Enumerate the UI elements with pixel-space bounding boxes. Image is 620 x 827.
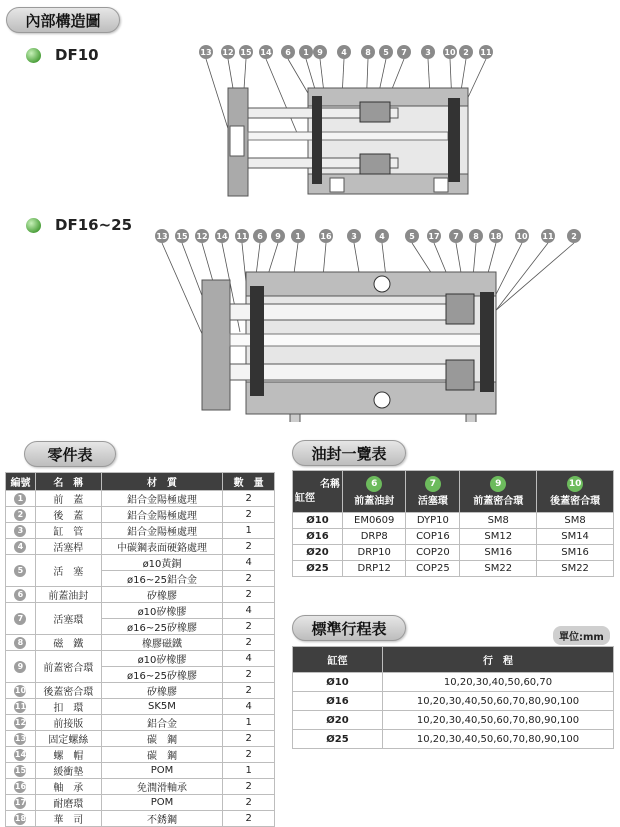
stroke-bore: Ø10 [293, 673, 383, 692]
header-qty: 數 量 [223, 473, 275, 491]
seal-bore: Ø16 [293, 529, 343, 545]
seal-table [292, 470, 614, 577]
seal-col-6 [343, 471, 406, 513]
callout-number: 12 [222, 48, 234, 57]
parts-row [6, 491, 275, 507]
green-bullet-icon [26, 218, 41, 233]
part-number-badge: 18 [14, 813, 27, 823]
part-number [6, 603, 36, 635]
part-number [6, 683, 36, 699]
part-material: 碳 鋼 [101, 747, 223, 763]
part-material: ø10黃銅 [101, 555, 223, 571]
part-number [6, 747, 36, 763]
callout-number: 17 [428, 232, 440, 241]
stroke-row [293, 673, 614, 692]
model-df10 [26, 46, 99, 64]
seal-row [293, 545, 614, 561]
seal-col-number: 10 [567, 476, 583, 492]
part-material: POM [101, 763, 223, 779]
callout-number: 15 [240, 48, 252, 57]
part-qty: 4 [223, 555, 275, 571]
part-name: 前蓋密合環 [35, 651, 101, 683]
seal-table-title: 油封一覽表 [292, 440, 406, 466]
callout-line [206, 59, 230, 135]
callout-number: 1 [303, 48, 309, 57]
part-name: 前 蓋 [35, 491, 101, 507]
df16-25-structure-diagram [150, 222, 590, 422]
part-material: 鋁合金陽極處理 [101, 491, 223, 507]
callout-number: 7 [401, 48, 407, 57]
part-name: 固定螺絲 [35, 731, 101, 747]
model-df16-25-label: DF16~25 [55, 216, 133, 234]
seal-col-name: 前蓋油封 [354, 496, 395, 507]
part-material: POM [101, 795, 223, 811]
part-qty: 2 [223, 587, 275, 603]
part-name: 活塞桿 [35, 539, 101, 555]
callout-number: 5 [383, 48, 389, 57]
seal-bore: Ø10 [293, 513, 343, 529]
seal-col-number: 9 [490, 476, 506, 492]
callout-number: 13 [156, 232, 168, 241]
seal-cell: SM8 [460, 513, 537, 529]
stroke-header-row [293, 647, 614, 673]
part-qty: 2 [223, 747, 275, 763]
callout-line [490, 243, 548, 318]
parts-row [6, 715, 275, 731]
part-name: 耐磨環 [35, 795, 101, 811]
seal-row [293, 529, 614, 545]
part-number [6, 555, 36, 587]
part-name: 後蓋密合環 [35, 683, 101, 699]
callout-number: 3 [351, 232, 357, 241]
part-material: 免潤滑軸承 [101, 779, 223, 795]
part-number-badge: 15 [14, 765, 27, 775]
seal-cell: SM8 [537, 513, 614, 529]
header-no: 編號 [6, 473, 36, 491]
part-material: 不銹鋼 [101, 811, 223, 827]
part-material: 矽橡膠 [101, 587, 223, 603]
seal-cell: DRP8 [343, 529, 406, 545]
header-name: 名 稱 [35, 473, 101, 491]
part-number [6, 763, 36, 779]
part-name: 活 塞 [35, 555, 101, 587]
part-number [6, 811, 36, 827]
part-number [6, 699, 36, 715]
parts-header-row [6, 473, 275, 491]
part-material: SK5M [101, 699, 223, 715]
seal-corner [293, 471, 343, 513]
seal-cell: COP16 [406, 529, 460, 545]
part-name: 前接版 [35, 715, 101, 731]
seal-cell: SM14 [537, 529, 614, 545]
seal-corner-top: 名稱 [320, 478, 340, 490]
stroke-table-title: 標準行程表 [292, 615, 406, 641]
df10-structure-diagram [190, 40, 510, 200]
part-qty: 2 [223, 539, 275, 555]
part-number-badge: 10 [14, 685, 27, 695]
seal-header-row [293, 471, 614, 513]
part-name: 前蓋油封 [35, 587, 101, 603]
callout-number: 16 [320, 232, 332, 241]
part-number-badge: 12 [14, 717, 27, 727]
part-qty: 2 [223, 779, 275, 795]
part-material: ø16~25鋁合金 [101, 571, 223, 587]
callout-number: 2 [463, 48, 469, 57]
seal-cell: SM16 [537, 545, 614, 561]
part-qty: 2 [223, 795, 275, 811]
parts-row [6, 779, 275, 795]
part-material: 鋁合金陽極處理 [101, 507, 223, 523]
seal-cell: DRP10 [343, 545, 406, 561]
parts-row [6, 699, 275, 715]
callout-number: 2 [571, 232, 577, 241]
part-name: 扣 環 [35, 699, 101, 715]
seal-cell: SM22 [537, 561, 614, 577]
part-qty: 4 [223, 699, 275, 715]
part-qty: 1 [223, 715, 275, 731]
seal-col-9 [460, 471, 537, 513]
unit-badge: 單位:mm [553, 626, 610, 645]
part-qty: 2 [223, 811, 275, 827]
part-number-badge: 6 [14, 589, 26, 601]
stroke-bore: Ø25 [293, 730, 383, 749]
parts-row [6, 651, 275, 667]
callout-number: 3 [425, 48, 431, 57]
part-material: ø10矽橡膠 [101, 603, 223, 619]
stroke-values: 10,20,30,40,50,60,70,80,90,100 [383, 711, 614, 730]
seal-col-7 [406, 471, 460, 513]
part-qty: 1 [223, 523, 275, 539]
parts-row [6, 507, 275, 523]
part-qty: 4 [223, 603, 275, 619]
stroke-values: 10,20,30,40,50,60,70,80,90,100 [383, 730, 614, 749]
parts-row [6, 731, 275, 747]
model-df10-label: DF10 [55, 46, 99, 64]
parts-row [6, 635, 275, 651]
callout-number: 12 [196, 232, 208, 241]
part-name: 華 司 [35, 811, 101, 827]
stroke-row [293, 730, 614, 749]
callout-number: 11 [542, 232, 554, 241]
part-number-badge: 13 [14, 733, 27, 743]
part-name: 活塞環 [35, 603, 101, 635]
stroke-header-stroke: 行 程 [383, 647, 614, 673]
parts-row [6, 763, 275, 779]
stroke-bore: Ø20 [293, 711, 383, 730]
stroke-bore: Ø16 [293, 692, 383, 711]
part-number-badge: 7 [14, 613, 26, 625]
parts-row [6, 539, 275, 555]
seal-cell: COP25 [406, 561, 460, 577]
part-qty: 1 [223, 763, 275, 779]
part-qty: 2 [223, 683, 275, 699]
callout-number: 18 [490, 232, 502, 241]
parts-row [6, 523, 275, 539]
parts-row [6, 747, 275, 763]
seal-bore: Ø25 [293, 561, 343, 577]
stroke-row [293, 711, 614, 730]
part-name: 缸 管 [35, 523, 101, 539]
part-number-badge: 17 [14, 797, 27, 807]
part-material: ø10矽橡膠 [101, 651, 223, 667]
callout-number: 5 [409, 232, 415, 241]
part-qty: 2 [223, 491, 275, 507]
callout-number: 1 [295, 232, 301, 241]
part-number-badge: 4 [14, 541, 26, 553]
part-number [6, 715, 36, 731]
parts-row [6, 811, 275, 827]
part-number [6, 651, 36, 683]
seal-cell: DRP12 [343, 561, 406, 577]
parts-row [6, 587, 275, 603]
stroke-header-bore: 缸徑 [293, 647, 383, 673]
part-material: ø16~25矽橡膠 [101, 667, 223, 683]
part-number-badge: 8 [14, 637, 26, 649]
callout-number: 9 [317, 48, 323, 57]
seal-col-10 [537, 471, 614, 513]
callout-number: 8 [365, 48, 371, 57]
seal-cell: SM16 [460, 545, 537, 561]
callout-number: 6 [257, 232, 263, 241]
part-number-badge: 16 [14, 781, 27, 791]
seal-cell: DYP10 [406, 513, 460, 529]
part-material: 碳 鋼 [101, 731, 223, 747]
seal-row [293, 561, 614, 577]
part-number [6, 523, 36, 539]
part-material: 矽橡膠 [101, 683, 223, 699]
seal-cell: SM12 [460, 529, 537, 545]
callout-number: 11 [236, 232, 248, 241]
parts-table-title: 零件表 [24, 441, 116, 467]
part-number [6, 587, 36, 603]
callout-number: 14 [216, 232, 228, 241]
callout-number: 11 [480, 48, 492, 57]
part-number-badge: 3 [14, 525, 26, 537]
part-material: 中碳鋼表面硬鉻處理 [101, 539, 223, 555]
header-material: 材 質 [101, 473, 223, 491]
callout-number: 4 [379, 232, 385, 241]
callout-number: 9 [275, 232, 281, 241]
part-qty: 2 [223, 635, 275, 651]
part-number-badge: 11 [14, 701, 27, 711]
callout-number: 4 [341, 48, 347, 57]
callout-line [494, 243, 574, 312]
part-number [6, 795, 36, 811]
part-number [6, 491, 36, 507]
part-qty: 2 [223, 731, 275, 747]
part-number-badge: 5 [14, 565, 26, 577]
part-number-badge: 9 [14, 661, 26, 673]
seal-bore: Ø20 [293, 545, 343, 561]
callout-number: 8 [473, 232, 479, 241]
part-qty: 2 [223, 667, 275, 683]
part-name: 緩衝墊 [35, 763, 101, 779]
parts-table [5, 472, 275, 827]
callout-number: 6 [285, 48, 291, 57]
part-name: 後 蓋 [35, 507, 101, 523]
seal-corner-bottom: 缸徑 [295, 492, 315, 504]
part-number [6, 731, 36, 747]
seal-cell: EM0609 [343, 513, 406, 529]
seal-col-name: 活塞環 [417, 496, 448, 507]
part-qty: 2 [223, 619, 275, 635]
part-number-badge: 14 [14, 749, 27, 759]
parts-row [6, 555, 275, 571]
seal-row [293, 513, 614, 529]
part-number [6, 635, 36, 651]
part-qty: 4 [223, 651, 275, 667]
stroke-values: 10,20,30,40,50,60,70 [383, 673, 614, 692]
section-title: 內部構造圖 [6, 7, 120, 33]
seal-col-number: 6 [366, 476, 382, 492]
parts-row [6, 683, 275, 699]
callout-number: 10 [516, 232, 528, 241]
parts-row [6, 603, 275, 619]
seal-col-number: 7 [425, 476, 441, 492]
callout-number: 13 [200, 48, 212, 57]
part-material: 橡膠磁鐵 [101, 635, 223, 651]
part-number-badge: 2 [14, 509, 26, 521]
part-number [6, 539, 36, 555]
callout-number: 10 [444, 48, 456, 57]
part-material: 鋁合金陽極處理 [101, 523, 223, 539]
callout-number: 7 [453, 232, 459, 241]
model-df16-25 [26, 216, 132, 234]
part-number [6, 507, 36, 523]
stroke-values: 10,20,30,40,50,60,70,80,90,100 [383, 692, 614, 711]
part-number-badge: 1 [14, 493, 26, 505]
part-qty: 2 [223, 507, 275, 523]
part-name: 螺 帽 [35, 747, 101, 763]
callout-number: 14 [260, 48, 272, 57]
parts-row [6, 795, 275, 811]
part-name: 軸 承 [35, 779, 101, 795]
part-name: 磁 鐵 [35, 635, 101, 651]
green-bullet-icon [26, 48, 41, 63]
part-material: ø16~25矽橡膠 [101, 619, 223, 635]
part-number [6, 779, 36, 795]
stroke-row [293, 692, 614, 711]
part-material: 鋁合金 [101, 715, 223, 731]
seal-cell: SM22 [460, 561, 537, 577]
seal-cell: COP20 [406, 545, 460, 561]
stroke-table [292, 646, 614, 749]
seal-col-name: 後蓋密合環 [550, 496, 601, 507]
callout-number: 15 [176, 232, 188, 241]
seal-col-name: 前蓋密合環 [473, 496, 524, 507]
part-qty: 2 [223, 571, 275, 587]
